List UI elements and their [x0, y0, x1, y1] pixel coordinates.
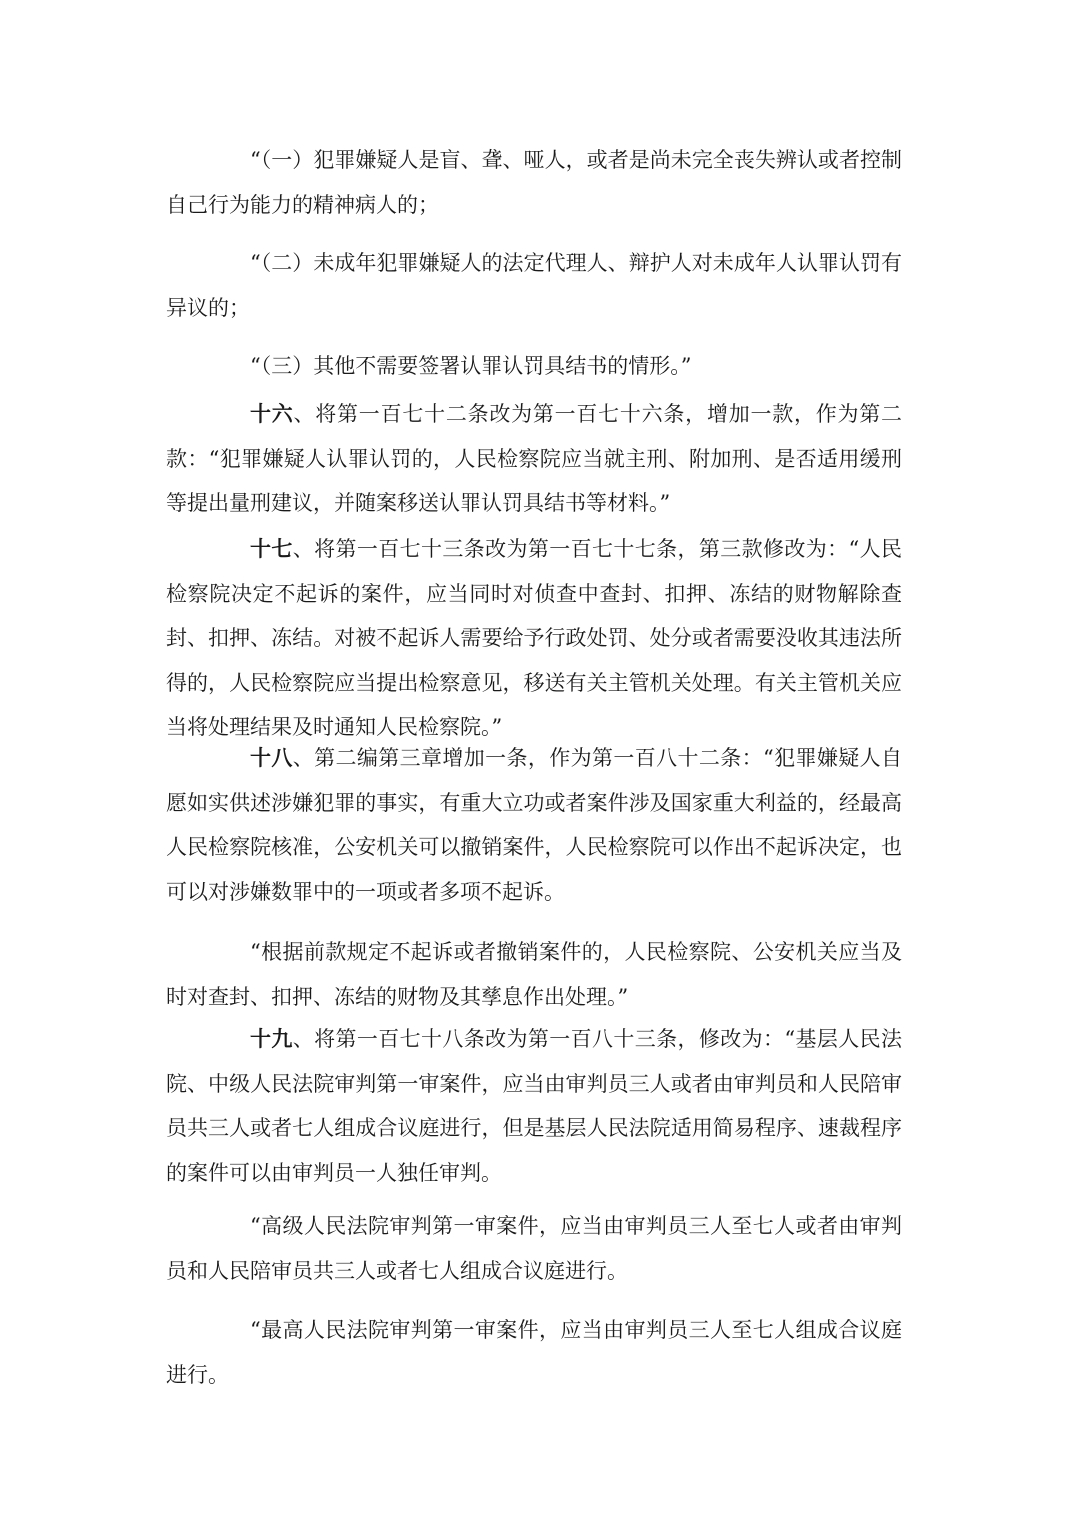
- paragraph-clause-2: [166, 241, 902, 330]
- article-number: 十九: [250, 1026, 293, 1051]
- paragraph-text: 、第二编第三章增加一条，作为第一百八十二条：“犯罪嫌疑人自愿如实供述涉嫌犯罪的事实，有重大立功或者案件涉及国家重大利益的，经最高人民检察院核准，公安机关可以撤销案件，人民检察院可以作出不起诉决定，也可以对涉嫌数罪中的一项或者多项不起诉。: [166, 746, 903, 904]
- paragraph-article-17: [166, 527, 902, 750]
- paragraph-article-18-continuation: [166, 930, 902, 1019]
- article-number: 十六: [250, 401, 294, 426]
- paragraph-article-16: [166, 392, 902, 526]
- paragraph-article-19-supreme-court: [166, 1308, 902, 1397]
- paragraph-clause-1: [166, 138, 902, 227]
- article-number: 十七: [250, 536, 293, 561]
- paragraph-clause-3: [166, 344, 902, 389]
- paragraph-article-19-higher-court: [166, 1204, 902, 1293]
- paragraph-text: “（二）未成年犯罪嫌疑人的法定代理人、辩护人对未成年人认罪认罚有异议的；: [166, 251, 902, 320]
- paragraph-text: 、将第一百七十八条改为第一百八十三条，修改为：“基层人民法院、中级人民法院审判第一审案件，应当由审判员三人或者由审判员和人民陪审员共三人或者七人组成合议庭进行，但是基层人民法院适用简易程序、速裁程序的案件可以由审判员一人独任审判。: [166, 1027, 903, 1185]
- paragraph-text: “根据前款规定不起诉或者撤销案件的，人民检察院、公安机关应当及时对查封、扣押、冻结的财物及其孳息作出处理。”: [166, 940, 902, 1009]
- paragraph-text: 、将第一百七十二条改为第一百七十六条，增加一款，作为第二款：“犯罪嫌疑人认罪认罚的，人民检察院应当就主刑、附加刑、是否适用缓刑等提出量刑建议，并随案移送认罪认罚具结书等材料。”: [166, 402, 903, 515]
- paragraph-text: “最高人民法院审判第一审案件，应当由审判员三人至七人组成合议庭进行。: [166, 1318, 902, 1387]
- paragraph-text: “高级人民法院审判第一审案件，应当由审判员三人至七人或者由审判员和人民陪审员共三人或者七人组成合议庭进行。: [166, 1214, 902, 1283]
- paragraph-text: “（一）犯罪嫌疑人是盲、聋、哑人，或者是尚未完全丧失辨认或者控制自己行为能力的精神病人的；: [166, 148, 902, 217]
- paragraph-text: 、将第一百七十三条改为第一百七十七条，第三款修改为：“人民检察院决定不起诉的案件，应当同时对侦查中查封、扣押、冻结的财物解除查封、扣押、冻结。对被不起诉人需要给予行政处罚、处分或者需要没收其违法所得的，人民检察院应当提出检察意见，移送有关主管机关处理。有关主管机关应当将处理结果及时通知人民检察院。”: [166, 537, 903, 739]
- paragraph-article-19: [166, 1017, 902, 1195]
- paragraph-text: “（三）其他不需要签署认罪认罚具结书的情形。”: [250, 354, 692, 378]
- paragraph-article-18: [166, 736, 902, 914]
- article-number: 十八: [250, 745, 293, 770]
